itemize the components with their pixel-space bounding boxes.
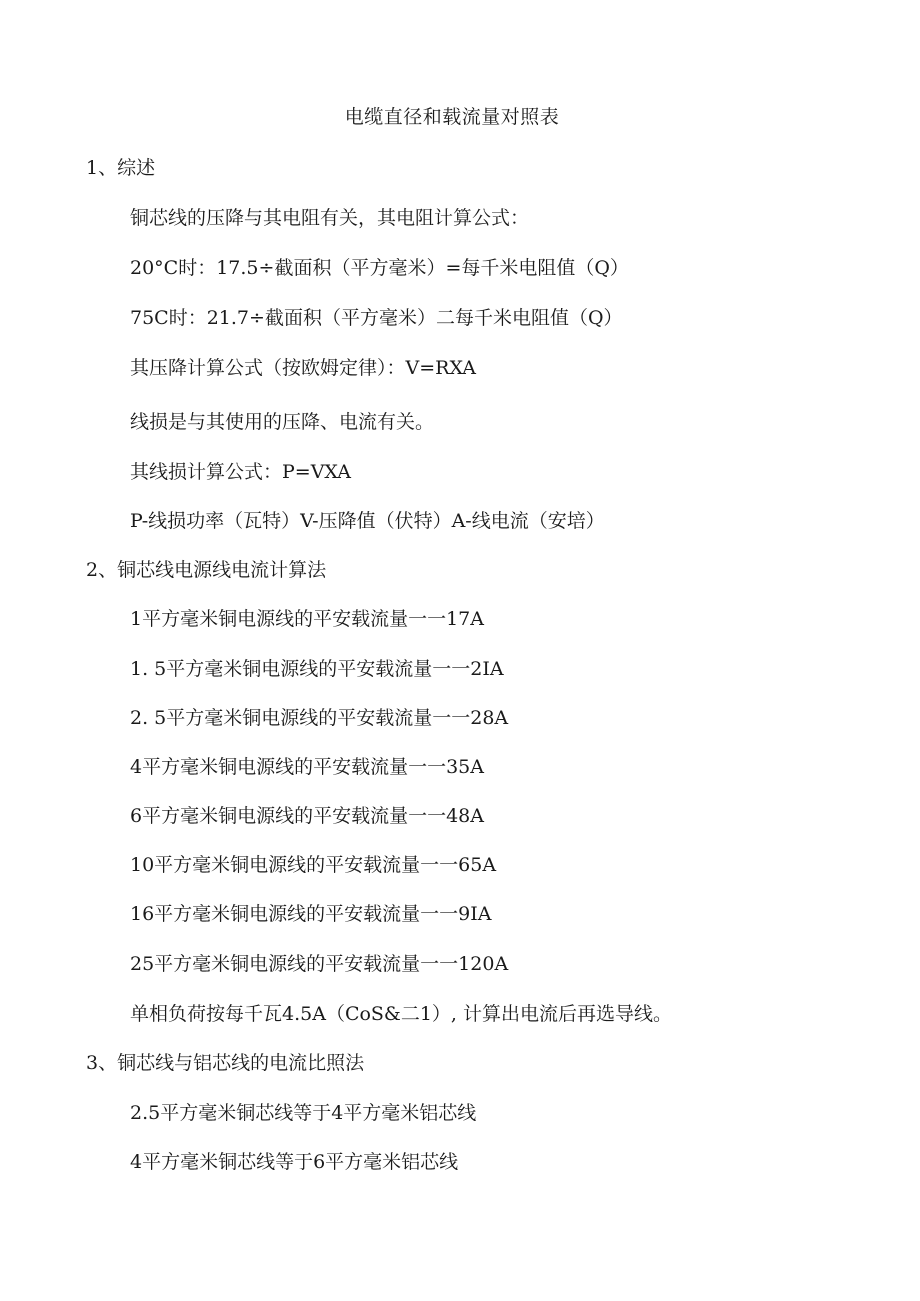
paragraph-line: P-线损功率（瓦特）V-压降值（伏特）A-线电流（安培）	[130, 510, 605, 532]
list-item: 单相负荷按每千瓦4.5A（CoS&二1）, 计算出电流后再选导线。	[130, 1003, 673, 1025]
paragraph-line: 20°C时：17.5÷截面积（平方毫米）=每千米电阻值（Q）	[130, 257, 629, 279]
paragraph-line: 其压降计算公式（按欧姆定律）：V=RXA	[130, 357, 477, 379]
document-title: 电缆直径和载流量对照表	[344, 106, 560, 128]
section-heading-current-calc: 2、铜芯线电源线电流计算法	[86, 559, 327, 581]
paragraph-line: 线损是与其使用的压降、电流有关。	[130, 411, 435, 433]
list-item: 4平方毫米铜芯线等于6平方毫米铝芯线	[130, 1151, 459, 1173]
list-item: 2.5平方毫米铜芯线等于4平方毫米铝芯线	[130, 1102, 477, 1124]
list-item: 25平方毫米铜电源线的平安载流量一一120A	[130, 953, 509, 975]
list-item: 1. 5平方毫米铜电源线的平安载流量一一2IA	[130, 658, 504, 680]
paragraph-line: 其线损计算公式：P=VXA	[130, 461, 351, 483]
paragraph-line: 铜芯线的压降与其电阻有关，其电阻计算公式：	[130, 207, 530, 229]
list-item: 10平方毫米铜电源线的平安载流量一一65A	[130, 854, 497, 876]
section-heading-overview: 1、综述	[86, 157, 156, 179]
list-item: 2. 5平方毫米铜电源线的平安载流量一一28A	[130, 707, 509, 729]
paragraph-line: 75C时：21.7÷截面积（平方毫米）二每千米电阻值（Q）	[130, 307, 623, 329]
section-heading-copper-aluminum: 3、铜芯线与铝芯线的电流比照法	[86, 1052, 365, 1074]
list-item: 4平方毫米铜电源线的平安载流量一一35A	[130, 756, 484, 778]
list-item: 16平方毫米铜电源线的平安载流量一一9IA	[130, 903, 492, 925]
list-item: 1平方毫米铜电源线的平安载流量一一17A	[130, 608, 484, 630]
list-item: 6平方毫米铜电源线的平安载流量一一48A	[130, 805, 484, 827]
